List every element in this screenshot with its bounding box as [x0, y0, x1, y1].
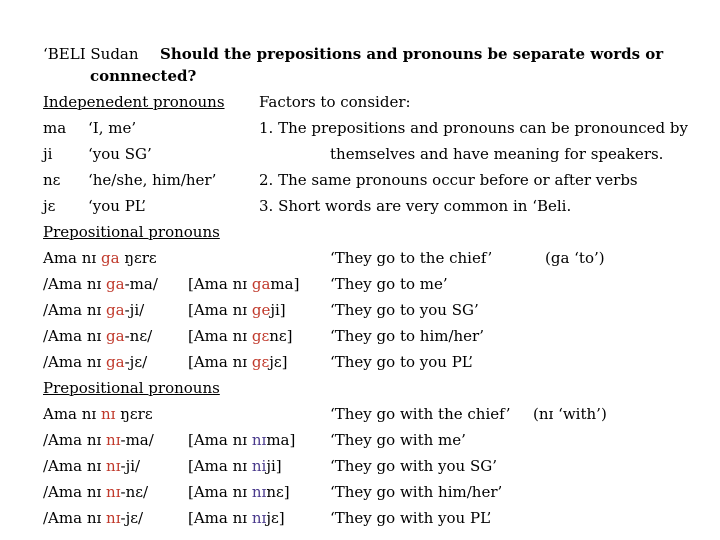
independent-form: ma: [43, 119, 67, 137]
underlying-form: /Ama nɪ ga-nɛ/: [43, 327, 153, 345]
surface-form: [Ama nɪ geji]: [188, 301, 286, 319]
section1-heading: Prepositional pronouns: [43, 223, 220, 241]
factor-item: 2. The same pronouns occur before or after verbs: [259, 171, 638, 189]
gloss: ‘They go with you SG’: [330, 457, 498, 475]
gloss: ‘They go to him/her’: [330, 327, 484, 345]
section2-note: (nɪ ‘with’): [533, 405, 607, 423]
section2-base-gloss: ‘They go with the chief’: [330, 405, 511, 423]
gloss: ‘They go with him/her’: [330, 483, 503, 501]
independent-gloss: ‘you PL’: [88, 197, 146, 215]
factor-item: themselves and have meaning for speakers.: [330, 145, 664, 163]
independent-heading: Indepenedent pronouns: [43, 93, 225, 111]
gloss: ‘They go to me’: [330, 275, 448, 293]
header-left: ‘BELI Sudan: [43, 45, 139, 63]
section2-heading: Prepositional pronouns: [43, 379, 220, 397]
independent-form: nɛ: [43, 171, 61, 189]
independent-gloss: ‘he/she, him/her’: [88, 171, 217, 189]
underlying-form: /Ama nɪ nɪ-ma/: [43, 431, 154, 449]
underlying-form: /Ama nɪ ga-ma/: [43, 275, 158, 293]
surface-form: [Ama nɪ nɪnɛ]: [188, 483, 290, 501]
underlying-form: /Ama nɪ nɪ-jɛ/: [43, 509, 144, 527]
surface-form: [Ama nɪ niji]: [188, 457, 282, 475]
underlying-form: /Ama nɪ ga-jɛ/: [43, 353, 148, 371]
factors-heading: Factors to consider:: [259, 93, 411, 111]
surface-form: [Ama nɪ nɪjɛ]: [188, 509, 285, 527]
page-title-line2: connnected?: [90, 67, 197, 85]
underlying-form: /Ama nɪ ga-ji/: [43, 301, 145, 319]
surface-form: [Ama nɪ gɛjɛ]: [188, 353, 288, 371]
surface-form: [Ama nɪ gama]: [188, 275, 300, 293]
page-title-line1: Should the prepositions and pronouns be separate words or: [160, 45, 664, 63]
gloss: ‘They go with me’: [330, 431, 466, 449]
surface-form: [Ama nɪ gɛnɛ]: [188, 327, 293, 345]
gloss: ‘They go to you SG’: [330, 301, 479, 319]
section1-note: (ga ‘to’): [545, 249, 605, 267]
underlying-form: /Ama nɪ nɪ-nɛ/: [43, 483, 149, 501]
independent-gloss: ‘I, me’: [88, 119, 137, 137]
section1-base-form: Ama nɪ ga ŋɛrɛ: [43, 249, 157, 267]
factor-item: 1. The prepositions and pronouns can be pronounced by: [259, 119, 688, 137]
gloss: ‘They go to you PL’: [330, 353, 473, 371]
independent-form: jɛ: [43, 197, 56, 215]
section1-base-gloss: ‘They go to the chief’: [330, 249, 493, 267]
surface-form: [Ama nɪ nɪma]: [188, 431, 296, 449]
underlying-form: /Ama nɪ nɪ-ji/: [43, 457, 141, 475]
independent-form: ji: [43, 145, 53, 163]
factor-item: 3. Short words are very common in ‘Beli.: [259, 197, 572, 215]
section2-base-form: Ama nɪ nɪ ŋɛrɛ: [43, 405, 153, 423]
independent-gloss: ‘you SG’: [88, 145, 152, 163]
gloss: ‘They go with you PL’: [330, 509, 492, 527]
